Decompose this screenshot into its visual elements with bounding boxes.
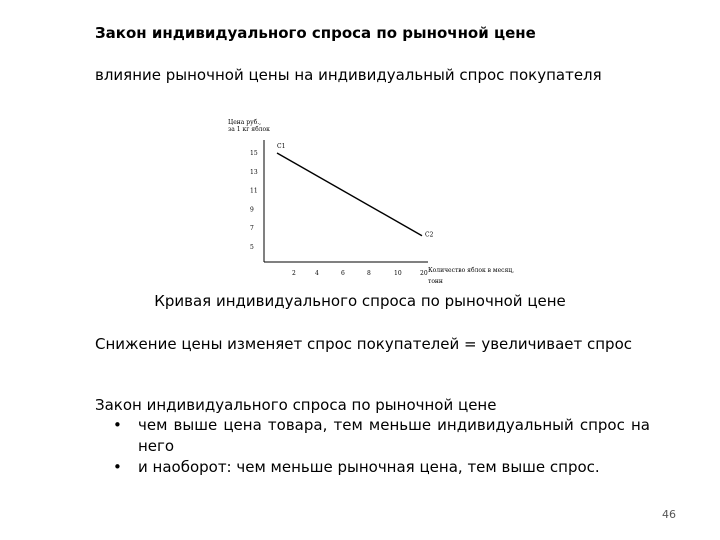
demand-point-label-c2: C2 (425, 231, 434, 239)
x-tick-label: 10 (394, 270, 402, 277)
y-axis-label-line2: за 1 кг яблок (228, 126, 270, 133)
law-bullets (95, 415, 650, 478)
bullet-item (95, 457, 650, 478)
demand-point-label-c1: C1 (277, 143, 286, 150)
bullet-dot: • (113, 458, 122, 476)
x-tick-label: 20 (420, 270, 428, 277)
page-number: 46 (662, 508, 676, 521)
slide-title: Закон индивидуального спроса по рыночной цене (95, 24, 536, 42)
y-tick-label: 15 (250, 150, 258, 157)
law-title: Закон индивидуального спроса по рыночной цене (95, 396, 497, 414)
x-ticks (292, 270, 428, 277)
x-axis-label-line2: тонн (428, 278, 443, 285)
bullet-text: чем выше цена товара, тем меньше индивидуальный спрос на него (138, 416, 650, 455)
x-tick-label: 8 (367, 270, 371, 277)
paragraph-price-decrease: Снижение цены изменяет спрос покупателей = увеличивает спрос (95, 335, 632, 353)
slide-subtitle: влияние рыночной цены на индивидуальный спрос покупателя (95, 66, 602, 84)
y-tick-label: 13 (250, 168, 258, 176)
x-tick-label: 4 (315, 270, 319, 277)
y-tick-label: 7 (250, 225, 254, 233)
y-tick-label: 11 (250, 187, 258, 195)
y-tick-label: 5 (250, 244, 254, 251)
y-tick-label: 9 (250, 206, 254, 214)
chart-caption: Кривая индивидуального спроса по рыночной цене (154, 292, 566, 310)
x-tick-label: 6 (341, 270, 345, 277)
x-tick-label: 2 (292, 270, 296, 277)
bullet-text: и наоборот: чем меньше рыночная цена, тем выше спрос. (138, 458, 600, 476)
x-axis-label-line1: Количество яблок в месяц, (428, 267, 515, 274)
bullet-item (95, 415, 650, 457)
y-axis-label-line1: Цена руб., (228, 119, 262, 126)
bullet-dot: • (113, 416, 122, 434)
demand-chart-svg (222, 112, 532, 292)
demand-curve (277, 153, 422, 236)
demand-chart (222, 112, 532, 292)
y-ticks (250, 150, 258, 251)
